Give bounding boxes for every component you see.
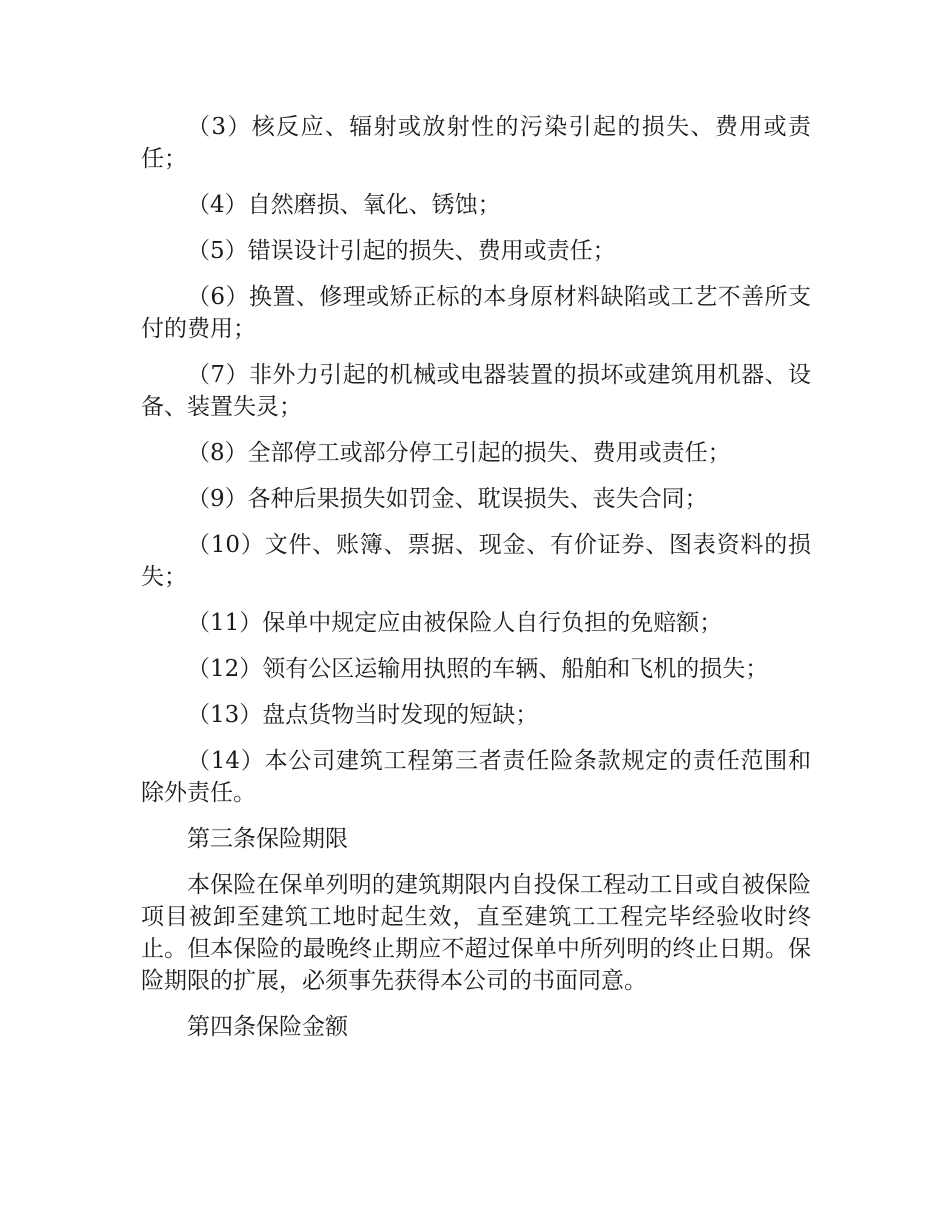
document-body [141,111,811,1057]
clause-item-12: （12）领有公区运输用执照的车辆、船舶和飞机的损失； [187,656,769,682]
clause-item-5: （5）错误设计引起的损失、费用或责任； [187,238,616,264]
clause-item-4: （4）自然磨损、氧化、锈蚀； [187,192,501,218]
clause-item-6: （6）换置、修理或矫正标的本身原材料缺陷或工艺不善所支付的费用； [141,284,811,342]
clause-item-8: （8）全部停工或部分停工引起的损失、费用或责任； [187,440,731,466]
section-heading-article-3: 第三条保险期限 [187,826,348,852]
clause-item-7: （7）非外力引起的机械或电器装置的损坏或建筑用机器、设备、装置失灵； [141,362,811,420]
clause-item-14: （14）本公司建筑工程第三者责任险条款规定的责任范围和除外责任。 [141,748,811,806]
section-heading-article-4: 第四条保险金额 [187,1014,348,1040]
clause-item-11: （11）保单中规定应由被保险人自行负担的免赔额； [187,610,723,636]
clause-item-10: （10）文件、账簿、票据、现金、有价证券、图表资料的损失； [141,532,811,590]
clause-item-13: （13）盘点货物当时发现的短缺； [187,702,539,728]
clause-item-9: （9）各种后果损失如罚金、耽误损失、丧失合同； [187,486,708,512]
clause-item-3: （3）核反应、辐射或放射性的污染引起的损失、费用或责任； [141,114,811,172]
article-3-body: 本保险在保单列明的建筑期限内自投保工程动工日或自被保险项目被卸至建筑工地时起生效，直至建筑工工程完毕经验收时终止。但本保险的最晚终止期应不超过保单中所列明的终止日期。保险期限的扩展，必须事先获得本公司的书面同意。 [141,872,811,994]
